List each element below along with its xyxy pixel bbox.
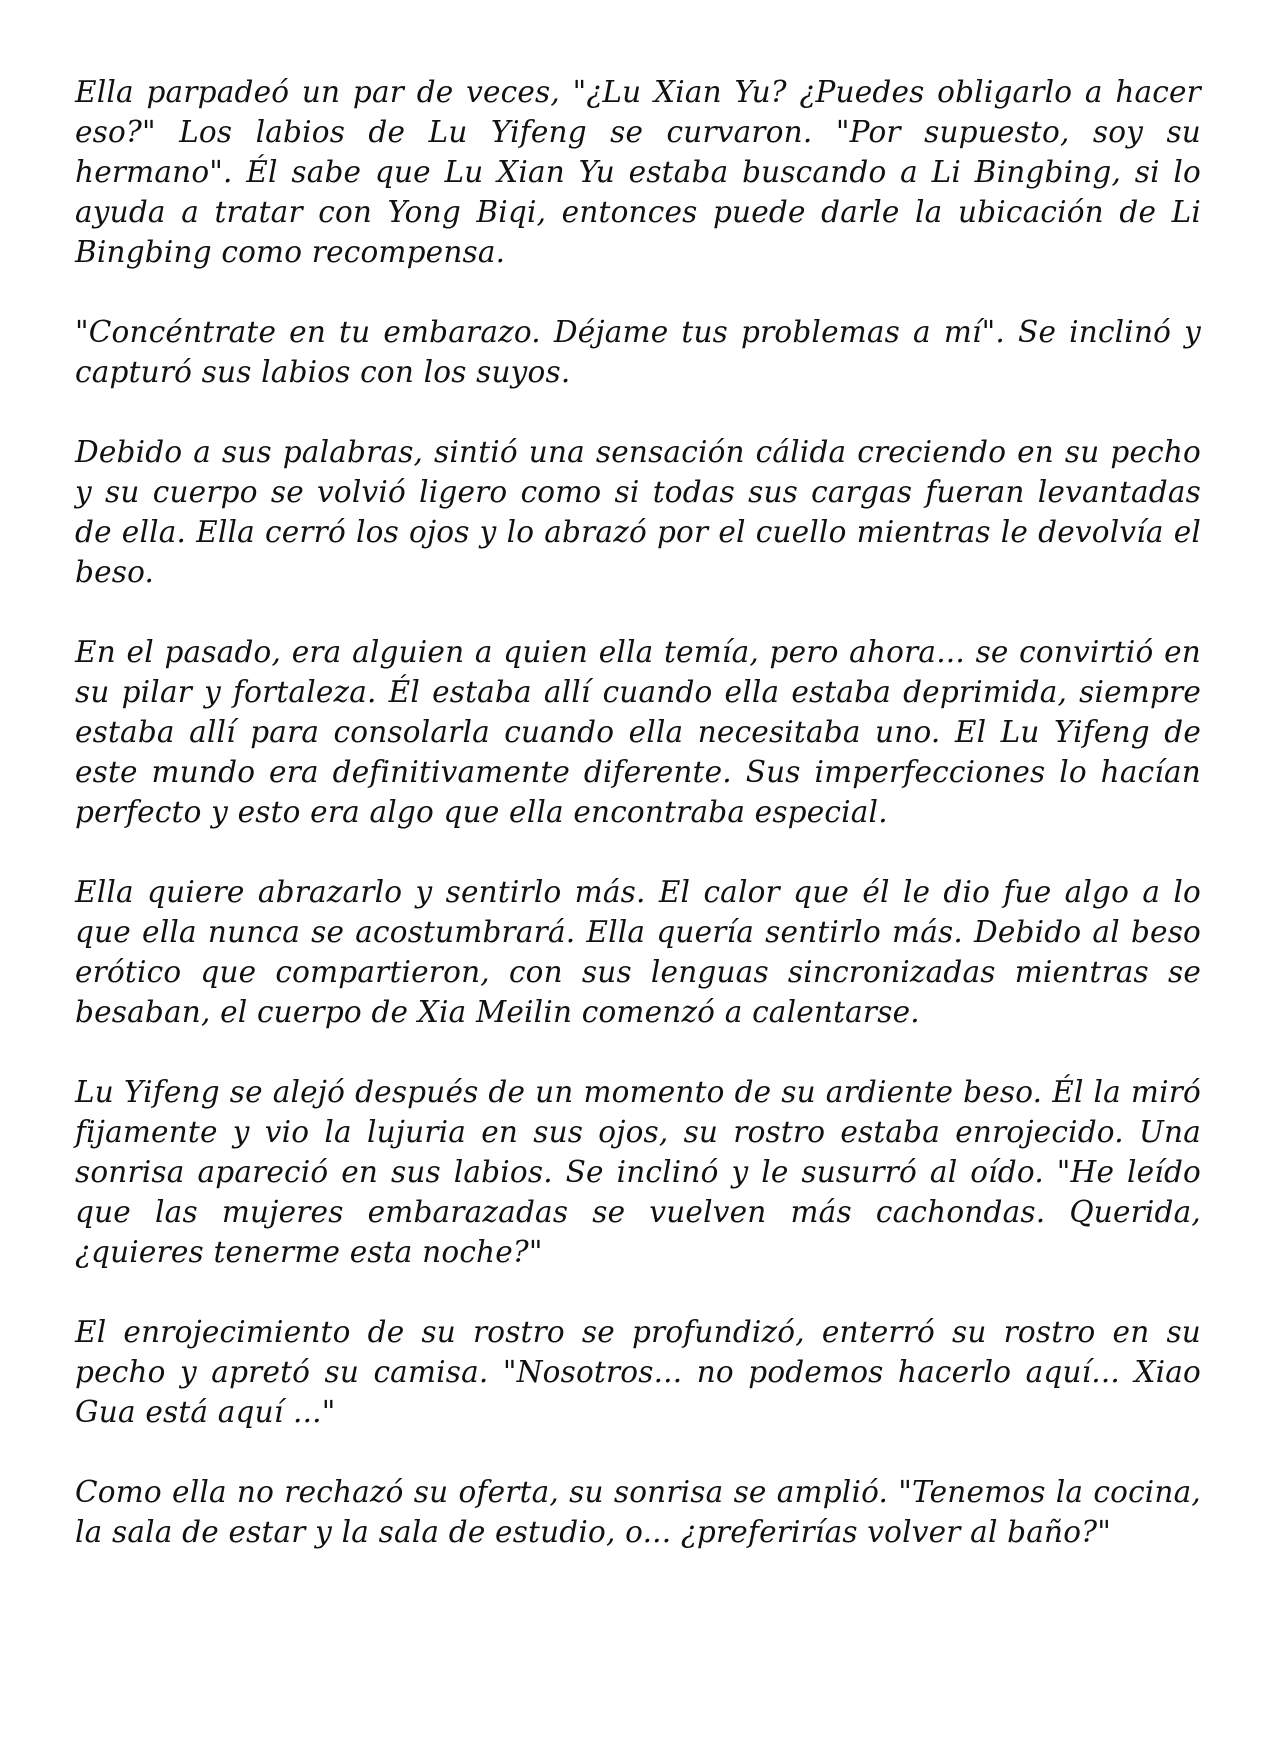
document-page bbox=[75, 72, 1201, 1552]
paragraph: En el pasado, era alguien a quien ella temía, pero ahora... se convirtió en su pilar y fortaleza. Él estaba allí cuando ella estaba deprimida, siempre estaba allí para consolarla cuando ella necesitaba uno. El Lu Yifeng de este mundo era definitivamente diferente. Sus imperfecciones lo hacían perfecto y esto era algo que ella encontraba especial. bbox=[75, 635, 1201, 829]
paragraph: Como ella no rechazó su oferta, su sonrisa se amplió. "Tenemos la cocina, la sala de estar y la sala de estudio, o... ¿preferirías volver al baño?" bbox=[75, 1475, 1201, 1549]
paragraph: "Concéntrate en tu embarazo. Déjame tus problemas a mí". Se inclinó y capturó sus labios con los suyos. bbox=[75, 315, 1201, 389]
paragraph: Ella quiere abrazarlo y sentirlo más. El calor que él le dio fue algo a lo que ella nunca se acostumbrará. Ella quería sentirlo más. Debido al beso erótico que compartieron, con sus lenguas sincronizadas mientras se besaban, el cuerpo de Xia Meilin comenzó a calentarse. bbox=[75, 875, 1201, 1029]
paragraph: Lu Yifeng se alejó después de un momento de su ardiente beso. Él la miró fijamente y vio la lujuria en sus ojos, su rostro estaba enrojecido. Una sonrisa apareció en sus labios. Se inclinó y le susurró al oído. "He leído que las mujeres embarazadas se vuelven más cachondas. Querida, ¿quieres tenerme esta noche?" bbox=[75, 1075, 1201, 1269]
paragraph: El enrojecimiento de su rostro se profundizó, enterró su rostro en su pecho y apretó su camisa. "Nosotros... no podemos hacerlo aquí... Xiao Gua está aquí ..." bbox=[75, 1315, 1201, 1429]
paragraph: Debido a sus palabras, sintió una sensación cálida creciendo en su pecho y su cuerpo se volvió ligero como si todas sus cargas fueran levantadas de ella. Ella cerró los ojos y lo abrazó por el cuello mientras le devolvía el beso. bbox=[75, 435, 1201, 589]
paragraph: Ella parpadeó un par de veces, "¿Lu Xian Yu? ¿Puedes obligarlo a hacer eso?" Los labios de Lu Yifeng se curvaron. "Por supuesto, soy su hermano". Él sabe que Lu Xian Yu estaba buscando a Li Bingbing, si lo ayuda a tratar con Yong Biqi, entonces puede darle la ubicación de Li Bingbing como recompensa. bbox=[75, 75, 1201, 269]
